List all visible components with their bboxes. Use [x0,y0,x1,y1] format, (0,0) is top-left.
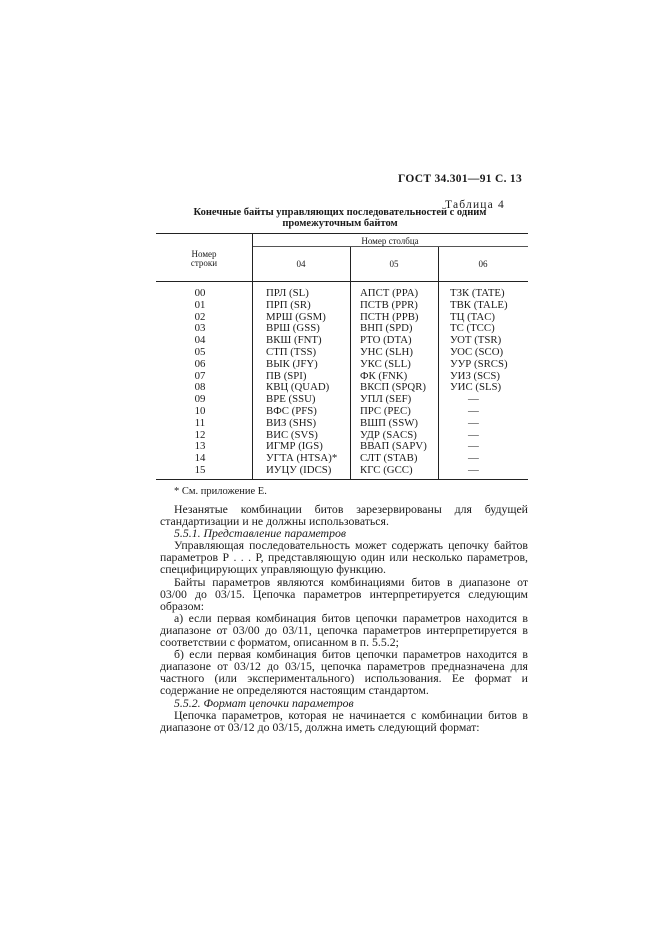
cell-04: ВРШ (GSS) [266,322,320,335]
row-number: 12 [194,428,206,441]
cell-04: ПРП (SR) [266,298,311,311]
cell-04: ВРЕ (SSU) [266,393,316,406]
paragraph-case-b: б) если первая комбинация битов цепочки параметров находится в диапазоне от 03/12 до 03/15, цепочка параметров предназначена для частного (или экспериментального) использования. Ее формат и содержание не определяются настоящим стандартом. [160,647,528,698]
paragraph-parameter-format: Цепочка параметров, которая не начинается с комбинации битов в диапазоне от 03/12 до 03/15, должна иметь следующий формат: [160,707,528,734]
table-row [0,371,661,383]
row-number-header-line2: строки [190,258,218,268]
table-row [0,335,661,347]
table-row [0,347,661,359]
table-row [0,465,661,477]
row-number: 07 [194,369,206,382]
paragraph-reserved-combinations: Незанятые комбинации битов зарезервированы для будущей стандартизации и не должны использоваться. [160,502,528,529]
page-header: ГОСТ 34.301—91 С. 13 [398,173,523,185]
table-group-rule [252,246,528,247]
cell-04: СТП (TSS) [266,345,317,358]
cell-06: — [468,428,479,441]
table-title-line2: промежуточным байтом [282,218,398,229]
cell-04: ИУЦУ (IDCS) [266,463,332,476]
table-header-rule [156,281,528,282]
row-number: 05 [194,345,206,358]
column-header-04: 04 [296,259,306,269]
table-row [0,300,661,312]
cell-04: МРШ (GSM) [266,310,326,323]
row-number: 01 [194,298,206,311]
table-row [0,312,661,324]
cell-06: УОТ (TSR) [450,334,502,347]
table-title-line1: Конечные байты управляющих последовательностей с одним [193,207,487,218]
cell-05: ПСТВ (PPR) [360,298,418,311]
cell-06: УУР (SRCS) [450,357,508,370]
cell-04: ВИЗ (SHS) [266,416,317,429]
table-footnote: * См. приложение Е. [174,486,267,497]
cell-06: УИЗ (SCS) [450,369,500,382]
cell-04: КВЦ (QUAD) [266,381,330,394]
cell-05: УПЛ (SEF) [360,393,412,406]
table-row [0,418,661,430]
row-number: 08 [194,381,206,394]
cell-06: — [468,404,479,417]
cell-06: ТЗК (TATE) [450,287,505,299]
column-group-header: Номер столбца [361,236,419,246]
table-bottom-rule [156,479,528,480]
row-number: 13 [194,440,206,453]
column-header-06: 06 [478,259,488,269]
row-number: 03 [194,322,206,335]
row-number: 14 [194,452,206,465]
row-number: 06 [194,357,206,370]
row-number-header [176,250,232,268]
cell-04: ИГМР (IGS) [266,440,323,453]
cell-06: — [468,452,479,465]
cell-05: ВКСП (SPQR) [360,381,427,394]
row-number: 04 [194,334,206,347]
cell-05: ПСТН (PPB) [360,310,419,323]
paragraph-control-sequence: Управляющая последовательность может содержать цепочку байтов параметров Р . . . Р, представляющую один или несколько параметров, специфицирующих управляющую функцию. [160,538,528,577]
cell-04: УГТА (HTSA)* [266,452,338,465]
table-number: Таблица 4 [445,199,505,211]
cell-05: ВНП (SPD) [360,322,413,335]
cell-05: УДР (SACS) [360,428,417,441]
cell-06: ТВК (TALE) [450,298,508,311]
cell-06: — [468,393,479,406]
cell-05: УКС (SLL) [360,357,411,370]
table-row [0,406,661,418]
cell-05: УНС (SLH) [360,345,413,358]
cell-05: ФК (FNK) [360,369,408,382]
row-number: 09 [194,393,206,406]
table-row [0,430,661,442]
row-number: 15 [194,463,206,476]
cell-06: ТЦ (TAC) [450,310,496,323]
paragraph-parameter-bytes: Байты параметров являются комбинациями битов в диапазоне от 03/00 до 03/15. Цепочка параметров интерпретируется следующим образом: [160,574,528,613]
cell-06: — [468,416,479,429]
cell-06: УИС (SLS) [450,381,502,394]
cell-06: — [468,440,479,453]
cell-04: ВФС (PFS) [266,404,317,417]
table-row [0,288,661,300]
cell-04: ВКШ (FNT) [266,334,322,347]
cell-04: ПВ (SPI) [266,369,307,382]
row-number: 11 [194,416,206,429]
table-title [170,207,510,229]
table-row [0,382,661,394]
table-row [0,323,661,335]
row-number: 00 [194,287,206,299]
cell-06: — [468,463,479,476]
cell-04: ВЫК (JFY) [266,357,318,370]
paragraph-case-a: а) если первая комбинация битов цепочки параметров находится в диапазоне от 03/00 до 03/11, цепочка параметров интерпретируется в соответствии с форматом, описанном в п. 5.5.2; [160,610,528,650]
row-number-header-line1: Номер [191,249,217,259]
cell-05: КГС (GCC) [360,463,413,476]
row-number: 10 [194,404,206,417]
cell-04: ВИС (SVS) [266,428,318,441]
section-5-5-2-heading: 5.5.2. Формат цепочки параметров [174,695,354,710]
cell-05: РТО (DTA) [360,334,412,347]
cell-06: УОС (SCO) [450,345,504,358]
cell-05: ПРС (PEC) [360,404,411,417]
cell-05: ВВАП (SAPV) [360,440,427,453]
section-5-5-1-heading: 5.5.1. Представление параметров [174,526,346,541]
table-row [0,394,661,406]
row-number: 02 [194,310,206,323]
cell-06: ТС (TCC) [450,322,495,335]
cell-05: СЛТ (STAB) [360,452,418,465]
cell-04: ПРЛ (SL) [266,287,309,299]
table-row [0,359,661,371]
table-top-rule [156,233,528,234]
column-header-05: 05 [389,259,399,269]
table-body [0,288,661,477]
body-text [160,503,528,733]
cell-05: АПСТ (PPA) [360,287,419,299]
cell-05: ВШП (SSW) [360,416,418,429]
